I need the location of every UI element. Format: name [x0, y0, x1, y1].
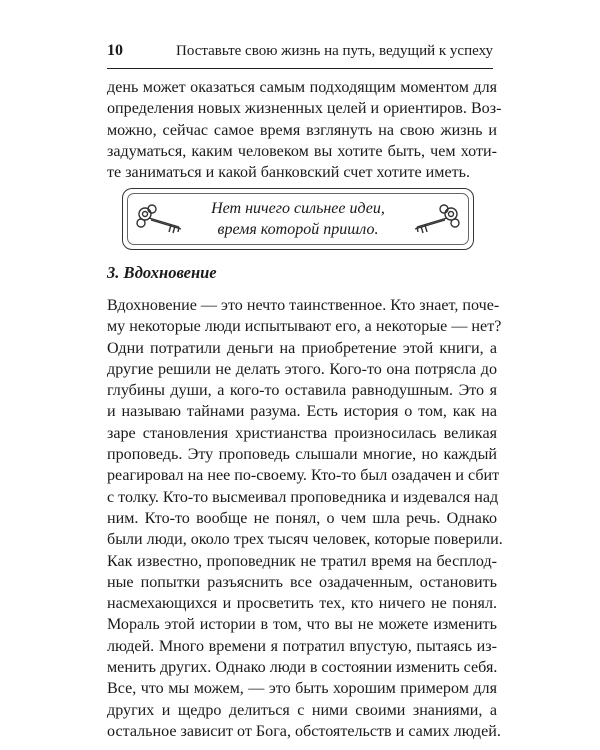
paragraph-intro — [107, 77, 502, 183]
text-line: му некоторые люди испытывают его, а некоторые — нет? — [107, 318, 502, 336]
paragraph-inspiration — [107, 295, 503, 742]
text-line: Мораль этой истории в том, что вы не можете изменить — [107, 616, 497, 634]
text-line: заре становления христианства произносилась великая — [107, 424, 497, 442]
text-line: остальное зависит от Бога, обстоятельств и самих людей. — [107, 722, 501, 740]
key-icon — [135, 203, 187, 235]
text-line: Как известно, проповедник не тратил время на бесплод- — [107, 552, 497, 570]
page-number: 10 — [107, 42, 123, 59]
text-line: ные попытки разъяснить все озадаченным, остановить — [107, 573, 497, 591]
quote-line: время которой пришло. — [217, 221, 379, 238]
text-line: определения новых жизненных целей и ориентиров. Воз- — [107, 100, 502, 118]
text-line: были люди, около трех тысяч человек, которые поверили. — [107, 531, 503, 549]
text-line: проповедь. Эту проповедь слышали многие, но каждый — [107, 446, 497, 464]
text-line: с толку. Кто-то высмеивал проповедника и издевался над — [107, 488, 499, 506]
text-line: менить других. Однако люди в состоянии изменить себя. — [107, 659, 498, 677]
text-line: день может оказаться самым подходящим моментом для — [107, 79, 497, 96]
text-line: другие решили не делать этого. Кого-то она потрясла до — [107, 360, 497, 378]
text-line: глубины души, а кого-то оставила равнодушным. Это я — [107, 382, 497, 400]
quote-box — [122, 188, 474, 250]
text-line: можно, сейчас самое время взглянуть на свою жизнь и — [107, 121, 497, 139]
header-rule — [107, 68, 493, 69]
text-line: людей. Много времени я потратил впустую, пытаясь из- — [107, 637, 497, 655]
quote-text — [123, 198, 473, 240]
key-icon — [409, 203, 461, 235]
text-line: насмехающихся и просветить тех, кто ничего не понял. — [107, 595, 497, 613]
text-line: Одни потратили деньги на приобретение этой книги, а — [107, 339, 497, 357]
running-title: Поставьте свою жизнь на путь, ведущий к успеху — [175, 43, 493, 59]
text-line: Вдохновение — это нечто таинственное. Кто знает, поче- — [107, 297, 500, 314]
text-line: те заниматься и какой банковский счет хотите иметь. — [107, 164, 470, 182]
quote-line: Нет ничего сильнее идеи, — [211, 200, 385, 217]
page-header — [107, 42, 493, 64]
text-line: Все, что мы можем, — это быть хорошим примером для — [107, 680, 497, 698]
text-line: ним. Кто-то вообще не понял, о чем шла речь. Однако — [107, 509, 497, 527]
text-line: других и щедро делиться с ними своими знаниями, а — [107, 701, 497, 719]
text-line: реагировал на нее по-своему. Кто-то был озадачен и сбит — [107, 467, 500, 485]
text-line: и называю тайнами разума. Есть история о том, как на — [107, 403, 497, 421]
section-heading: 3. Вдохновение — [107, 263, 217, 282]
text-line: задуматься, каким человеком вы хотите быть, чем хоти- — [107, 142, 497, 160]
